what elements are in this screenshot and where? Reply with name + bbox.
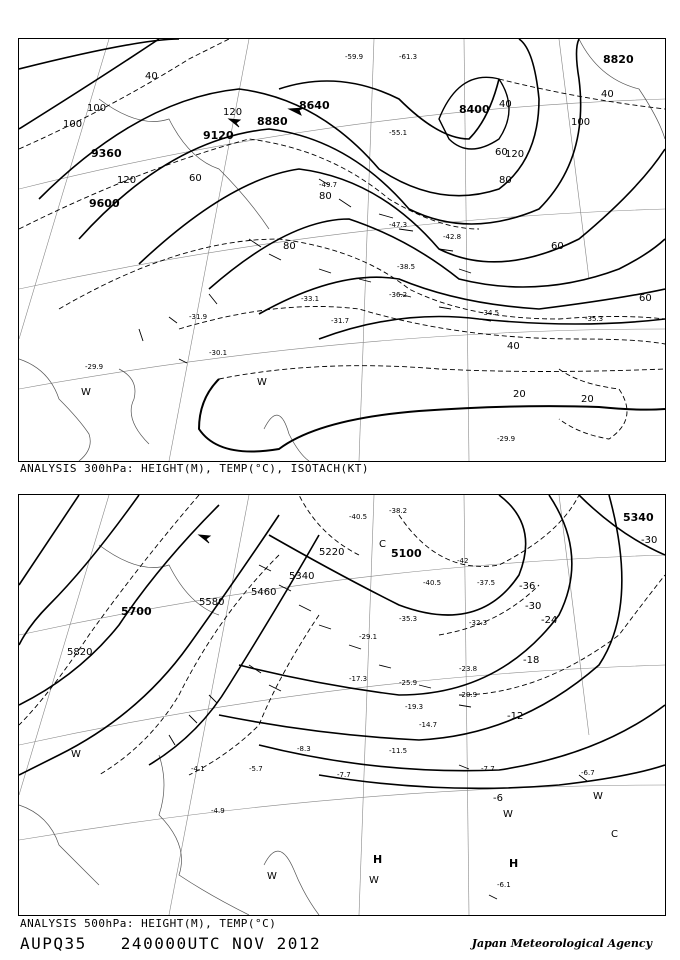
temp-label: -29.9 <box>497 435 516 443</box>
temp-labels <box>85 53 603 443</box>
station-label: -4.1 <box>191 765 205 773</box>
height-label: 5460 <box>251 587 277 598</box>
isotach-label: 60 <box>551 241 564 252</box>
station-label: -40.5 <box>349 513 368 521</box>
coastline <box>19 39 665 461</box>
cold-marker: C <box>611 829 618 840</box>
temp-label: -29.9 <box>85 363 104 371</box>
temp-label: -36 <box>519 581 536 592</box>
isotach-label: 80 <box>499 175 512 186</box>
product-code: AUPQ35 <box>20 934 87 953</box>
station-label: -11.5 <box>389 747 408 755</box>
isotach-label: 100 <box>571 117 591 128</box>
temp-label: -31.9 <box>189 313 208 321</box>
height-label: 8640 <box>299 99 330 112</box>
height-label: 9360 <box>91 147 122 160</box>
coastline <box>19 545 319 915</box>
isotach-label: 20 <box>513 389 526 400</box>
temp-label: -30.1 <box>209 349 228 357</box>
footer-product-line <box>20 934 355 953</box>
temp-labels <box>493 535 657 804</box>
chart-500hpa <box>18 494 666 916</box>
isotach-label: 60 <box>495 147 508 158</box>
high-marker: H <box>373 853 383 866</box>
station-label: -29.1 <box>359 633 378 641</box>
temp-label: -24 <box>541 615 558 626</box>
wind-barbs <box>139 108 491 363</box>
height-label: 9600 <box>89 197 120 210</box>
isotach-label: 40 <box>601 89 614 100</box>
height-contours <box>19 39 665 339</box>
isotach-20kt <box>199 379 665 452</box>
station-label: -20.9 <box>459 691 478 699</box>
graticule <box>19 39 665 461</box>
temp-label: -59.9 <box>345 53 364 61</box>
temp-label: -36.2 <box>389 291 408 299</box>
warm-marker: W <box>257 377 267 388</box>
station-label: -23.8 <box>459 665 478 673</box>
height-label: 5580 <box>199 597 225 608</box>
height-label: 5820 <box>67 647 93 658</box>
cold-marker: C <box>379 539 386 550</box>
temp-label: -35.3 <box>585 315 604 323</box>
isotach-label: 60 <box>639 293 652 304</box>
agency-name: Japan Meteorological Agency <box>471 937 652 950</box>
station-label: -8.3 <box>297 745 311 753</box>
temp-label: -30 <box>525 601 542 612</box>
station-label: -40.5 <box>423 579 442 587</box>
isotach-label: 120 <box>505 149 525 160</box>
station-label: -38.2 <box>389 507 408 515</box>
temp-label: -18 <box>523 655 540 666</box>
station-label: -32.3 <box>469 619 488 627</box>
temp-label: -47.3 <box>389 221 408 229</box>
height-label: 5100 <box>391 547 422 560</box>
station-label: -6.1 <box>497 881 511 889</box>
temp-label: -34.5 <box>481 309 500 317</box>
isotach-label: 120 <box>117 175 137 186</box>
chart-300hpa-map <box>19 39 665 461</box>
isotach-label: 120 <box>223 107 243 118</box>
pressure-centers <box>71 539 618 886</box>
temp-label: -42.8 <box>443 233 462 241</box>
height-label: 5340 <box>289 571 315 582</box>
warm-marker: W <box>71 749 81 760</box>
station-labels <box>191 507 595 889</box>
chart-500hpa-map <box>19 495 665 915</box>
caption-500hpa: ANALYSIS 500hPa: HEIGHT(M), TEMP(°C) <box>20 917 277 930</box>
isotach-label: 40 <box>507 341 520 352</box>
temp-label: -31.7 <box>331 317 350 325</box>
station-label: -7.7 <box>337 771 351 779</box>
isotach-label: 80 <box>283 241 296 252</box>
valid-time: 240000UTC NOV 2012 <box>120 934 322 953</box>
warm-marker: W <box>369 875 379 886</box>
temp-label: -55.1 <box>389 129 408 137</box>
station-label: -25.9 <box>399 679 418 687</box>
caption-300hpa: ANALYSIS 300hPa: HEIGHT(M), TEMP(°C), ISOTACH(KT) <box>20 462 370 475</box>
warm-marker: W <box>267 871 277 882</box>
isotach-label: 20 <box>581 394 594 405</box>
height-label: 8400 <box>459 103 490 116</box>
isotherms <box>19 39 665 439</box>
height-label: 5340 <box>623 511 654 524</box>
height-labels <box>89 53 634 210</box>
temp-label: -33.1 <box>301 295 320 303</box>
station-label: -19.3 <box>405 703 424 711</box>
station-label: -5.7 <box>249 765 263 773</box>
height-label: 8880 <box>257 115 288 128</box>
station-label: -6.7 <box>581 769 595 777</box>
station-label: -35.3 <box>399 615 418 623</box>
high-marker: H <box>509 857 519 870</box>
station-label: -17.3 <box>349 675 368 683</box>
isotach-label: 100 <box>87 103 107 114</box>
isotach-label: 80 <box>319 191 332 202</box>
isotach-label: 40 <box>499 99 512 110</box>
isotach-labels <box>63 71 652 405</box>
isotach-label: 100 <box>63 119 83 130</box>
temp-label: -49.7 <box>319 181 338 189</box>
warm-marker: W <box>503 809 513 820</box>
height-label: 5220 <box>319 547 345 558</box>
warm-marker: W <box>593 791 603 802</box>
temp-label: -61.3 <box>399 53 418 61</box>
isotach-label: 60 <box>189 173 202 184</box>
chart-300hpa <box>18 38 666 462</box>
temp-label: -6 <box>493 793 503 804</box>
temp-label: -38.5 <box>397 263 416 271</box>
height-label: 9120 <box>203 129 234 142</box>
temp-label: -30 <box>641 535 658 546</box>
station-label: -4.9 <box>211 807 225 815</box>
station-label: -37.5 <box>477 579 496 587</box>
isotach-label: 40 <box>145 71 158 82</box>
height-label: 8820 <box>603 53 634 66</box>
temp-label: -12 <box>507 711 524 722</box>
station-label: -14.7 <box>419 721 438 729</box>
graticule <box>19 495 665 915</box>
height-label: 5700 <box>121 605 152 618</box>
height-contours <box>19 495 665 788</box>
warm-marker: W <box>81 387 91 398</box>
station-label: -42 <box>457 557 469 565</box>
station-label: -7.7 <box>481 765 495 773</box>
